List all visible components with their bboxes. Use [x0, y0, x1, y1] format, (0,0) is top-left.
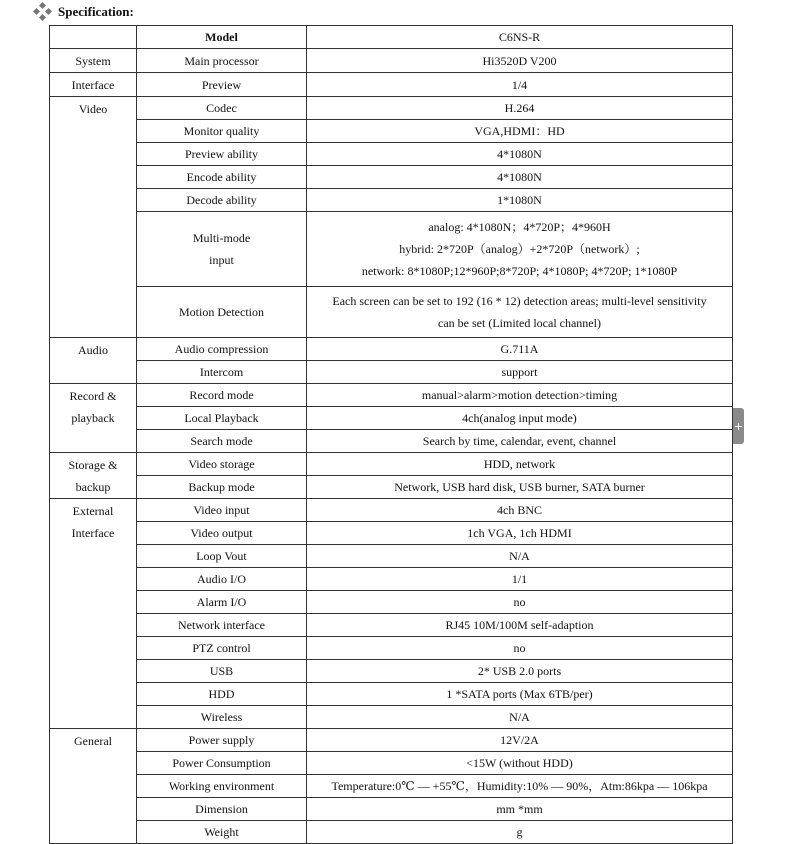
spec-label: Video input: [193, 503, 250, 517]
spec-value: network: 8*1080P;12*960P;8*720P; 4*1080P; 4*720P; 1*1080P: [361, 264, 678, 278]
spec-label: HDD: [208, 687, 235, 701]
spec-value: hybrid: 2*720P（analog）+2*720P（network）;: [399, 242, 640, 256]
spec-value: VGA,HDMI：HD: [474, 124, 565, 138]
table-row: [50, 338, 733, 361]
category-label: General: [74, 734, 112, 748]
spec-label-cell: [137, 287, 307, 338]
header-blank-cell: [50, 26, 137, 49]
spec-value-cell: [307, 499, 733, 522]
table-row: [50, 476, 733, 499]
spec-value: 1/4: [511, 77, 528, 92]
table-row: [50, 97, 733, 120]
spec-value: Each screen can be set to 192 (16 * 12) detection areas; multi-level sensitivity: [332, 294, 707, 308]
spec-label-cell: [137, 775, 307, 798]
table-row: [50, 821, 733, 844]
spec-value: can be set (Limited local channel): [438, 316, 601, 330]
spec-value-cell: [307, 97, 733, 120]
table-row: [50, 189, 733, 212]
category-label: External: [72, 504, 114, 518]
spec-value-cell: [307, 407, 733, 430]
table-row: [50, 361, 733, 384]
spec-value-cell: [307, 384, 733, 407]
spec-value-cell: [307, 338, 733, 361]
spec-value-cell: [307, 614, 733, 637]
spec-value-cell: [307, 821, 733, 844]
spec-label: Video output: [190, 526, 253, 540]
category-label: playback: [71, 411, 115, 425]
spec-label-cell: [137, 430, 307, 453]
table-row: [50, 287, 733, 338]
model-label: Model: [137, 26, 307, 49]
spec-value: 1*1080N: [497, 193, 542, 207]
spec-value-cell: [307, 361, 733, 384]
category-label: Interface: [71, 78, 115, 92]
spec-label-cell: [137, 97, 307, 120]
category-cell: [50, 384, 137, 453]
category-cell: [50, 729, 137, 844]
spec-value-cell: [307, 545, 733, 568]
table-row: [50, 683, 733, 706]
table-row: [50, 660, 733, 683]
spec-value: <15W (without HDD): [466, 756, 573, 770]
spec-value: no: [513, 595, 526, 609]
spec-label: Audio compression: [174, 342, 269, 356]
spec-value: 4ch(analog input mode): [462, 411, 577, 425]
spec-value-cell: [307, 212, 733, 287]
spec-label: Motion Detection: [179, 305, 264, 319]
spec-label-cell: [137, 476, 307, 499]
spec-label: Preview: [201, 77, 242, 92]
spec-label-cell: [137, 73, 307, 97]
spec-value: N/A: [509, 549, 530, 563]
table-row: [50, 407, 733, 430]
spec-label-cell: [137, 683, 307, 706]
category-label: Interface: [71, 526, 115, 540]
spec-value-cell: [307, 591, 733, 614]
spec-label-cell: [137, 591, 307, 614]
table-row: [50, 637, 733, 660]
table-row: [50, 545, 733, 568]
spec-label: Working environment: [168, 779, 275, 793]
spec-label: Search mode: [190, 434, 253, 448]
category-cell: [50, 73, 137, 97]
spec-label: Network interface: [178, 618, 265, 632]
spec-label: Intercom: [199, 365, 244, 379]
spec-value-cell: [307, 729, 733, 752]
spec-label: Alarm I/O: [196, 595, 247, 609]
spec-value: G.711A: [500, 342, 539, 356]
spec-label-cell: [137, 166, 307, 189]
spec-label: Decode ability: [186, 193, 257, 207]
spec-label-cell: [137, 752, 307, 775]
spec-label-cell: [137, 798, 307, 821]
table-row: [50, 591, 733, 614]
spec-value: HDD, network: [483, 457, 556, 471]
table-row: [50, 798, 733, 821]
spec-value: Hi3520D V200: [482, 53, 557, 68]
spec-label-cell: [137, 120, 307, 143]
spec-label: Dimension: [195, 802, 248, 816]
spec-label-cell: [137, 49, 307, 73]
spec-label: Multi-mode: [192, 231, 251, 245]
category-label: backup: [75, 480, 111, 494]
spec-label-cell: [137, 637, 307, 660]
spec-value-cell: [307, 189, 733, 212]
page-title: Specification:: [58, 4, 134, 19]
category-label: System: [75, 54, 111, 68]
spec-value-cell: [307, 120, 733, 143]
spec-value: RJ45 10M/100M self-adaption: [445, 618, 594, 632]
category-cell: [50, 97, 137, 338]
table-header-row: [50, 26, 733, 49]
spec-label-cell: [137, 522, 307, 545]
plus-icon: +: [733, 419, 744, 433]
spec-value-cell: [307, 49, 733, 73]
spec-value: manual>alarm>motion detection>timing: [421, 388, 618, 402]
spec-label-cell: [137, 189, 307, 212]
table-row: [50, 522, 733, 545]
category-cell: [50, 453, 137, 499]
spec-value: Search by time, calendar, event, channel: [422, 434, 617, 448]
spec-label-cell: [137, 143, 307, 166]
spec-value: support: [501, 365, 538, 379]
spec-value-cell: [307, 660, 733, 683]
spec-label: Encode ability: [186, 170, 257, 184]
diamond-bullet-icon: [34, 3, 52, 21]
category-label: Audio: [78, 343, 108, 357]
spec-label-cell: [137, 407, 307, 430]
spec-value: Temperature:0℃ — +55℃，Humidity:10% — 90%，Atm:86kpa — 106kpa: [331, 779, 708, 793]
spec-label: Wireless: [200, 710, 243, 724]
spec-value: 4*1080N: [497, 147, 542, 161]
table-row: [50, 212, 733, 287]
spec-value: analog: 4*1080N；4*720P；4*960H: [428, 220, 611, 234]
table-row: [50, 706, 733, 729]
spec-value-cell: [307, 568, 733, 591]
table-row: [50, 143, 733, 166]
specification-heading: [34, 2, 134, 22]
spec-value-cell: [307, 683, 733, 706]
spec-value: 12V/2A: [500, 733, 539, 747]
category-label: Video: [78, 102, 108, 116]
table-row: [50, 166, 733, 189]
spec-label: PTZ control: [192, 641, 251, 655]
spec-label: Preview ability: [185, 147, 258, 161]
spec-label: Main processor: [184, 53, 259, 68]
spec-label: input: [209, 253, 234, 267]
table-row: [50, 430, 733, 453]
table-row: [50, 568, 733, 591]
spec-value-cell: [307, 706, 733, 729]
spec-label-cell: [137, 338, 307, 361]
table-row: [50, 120, 733, 143]
spec-value: H.264: [504, 101, 535, 115]
spec-value-cell: [307, 752, 733, 775]
spec-value-cell: [307, 287, 733, 338]
spec-value: 1/1: [511, 572, 528, 586]
spec-value-cell: [307, 476, 733, 499]
spec-label: Monitor quality: [183, 124, 260, 138]
spec-value-cell: [307, 453, 733, 476]
spec-value-cell: [307, 143, 733, 166]
spec-label-cell: [137, 212, 307, 287]
model-value: C6NS-R: [307, 26, 733, 49]
table-row: [50, 453, 733, 476]
table-row: [50, 499, 733, 522]
table-row: [50, 614, 733, 637]
spec-label-cell: [137, 545, 307, 568]
spec-value: N/A: [509, 710, 530, 724]
specification-table: [49, 25, 733, 844]
spec-value-cell: [307, 430, 733, 453]
spec-label: Loop Vout: [196, 549, 247, 563]
spec-value: 1ch VGA, 1ch HDMI: [467, 526, 572, 540]
spec-value: Network, USB hard disk, USB burner, SATA burner: [394, 480, 645, 494]
spec-value-cell: [307, 522, 733, 545]
spec-label: USB: [209, 664, 234, 678]
spec-label: Codec: [206, 101, 237, 115]
spec-value: g: [516, 825, 523, 839]
table-row: [50, 775, 733, 798]
spec-label: Video storage: [188, 457, 255, 471]
spec-label-cell: [137, 568, 307, 591]
table-row: [50, 752, 733, 775]
spec-label-cell: [137, 499, 307, 522]
spec-value-cell: [307, 73, 733, 97]
spec-label-cell: [137, 729, 307, 752]
spec-value: mm *mm: [496, 802, 543, 816]
category-cell: [50, 49, 137, 73]
spec-label-cell: [137, 660, 307, 683]
spec-label-cell: [137, 614, 307, 637]
category-label: Record &: [69, 389, 117, 403]
category-label: Storage &: [68, 458, 118, 472]
spec-label: Audio I/O: [197, 572, 246, 586]
spec-label-cell: [137, 361, 307, 384]
spec-label-cell: [137, 706, 307, 729]
table-row: [50, 49, 733, 73]
spec-label-cell: [137, 453, 307, 476]
spec-label: Local Playback: [184, 411, 259, 425]
table-row: [50, 729, 733, 752]
spec-value: 1 *SATA ports (Max 6TB/per): [446, 687, 593, 701]
spec-value: no: [513, 641, 526, 655]
spec-label: Weight: [204, 825, 239, 839]
category-cell: [50, 499, 137, 729]
spec-value: 2* USB 2.0 ports: [477, 664, 562, 678]
table-row: [50, 73, 733, 97]
spec-label-cell: [137, 821, 307, 844]
table-row: [50, 384, 733, 407]
spec-value-cell: [307, 798, 733, 821]
spec-value-cell: [307, 166, 733, 189]
spec-label: Power Consumption: [172, 756, 271, 770]
spec-label: Power supply: [188, 733, 255, 747]
spec-label-cell: [137, 384, 307, 407]
spec-value-cell: [307, 775, 733, 798]
side-expand-tab[interactable]: [733, 408, 744, 444]
spec-label: Record mode: [189, 388, 254, 402]
spec-value: 4ch BNC: [497, 503, 542, 517]
category-cell: [50, 338, 137, 384]
spec-label: Backup mode: [188, 480, 255, 494]
spec-value: 4*1080N: [497, 170, 542, 184]
spec-value-cell: [307, 637, 733, 660]
